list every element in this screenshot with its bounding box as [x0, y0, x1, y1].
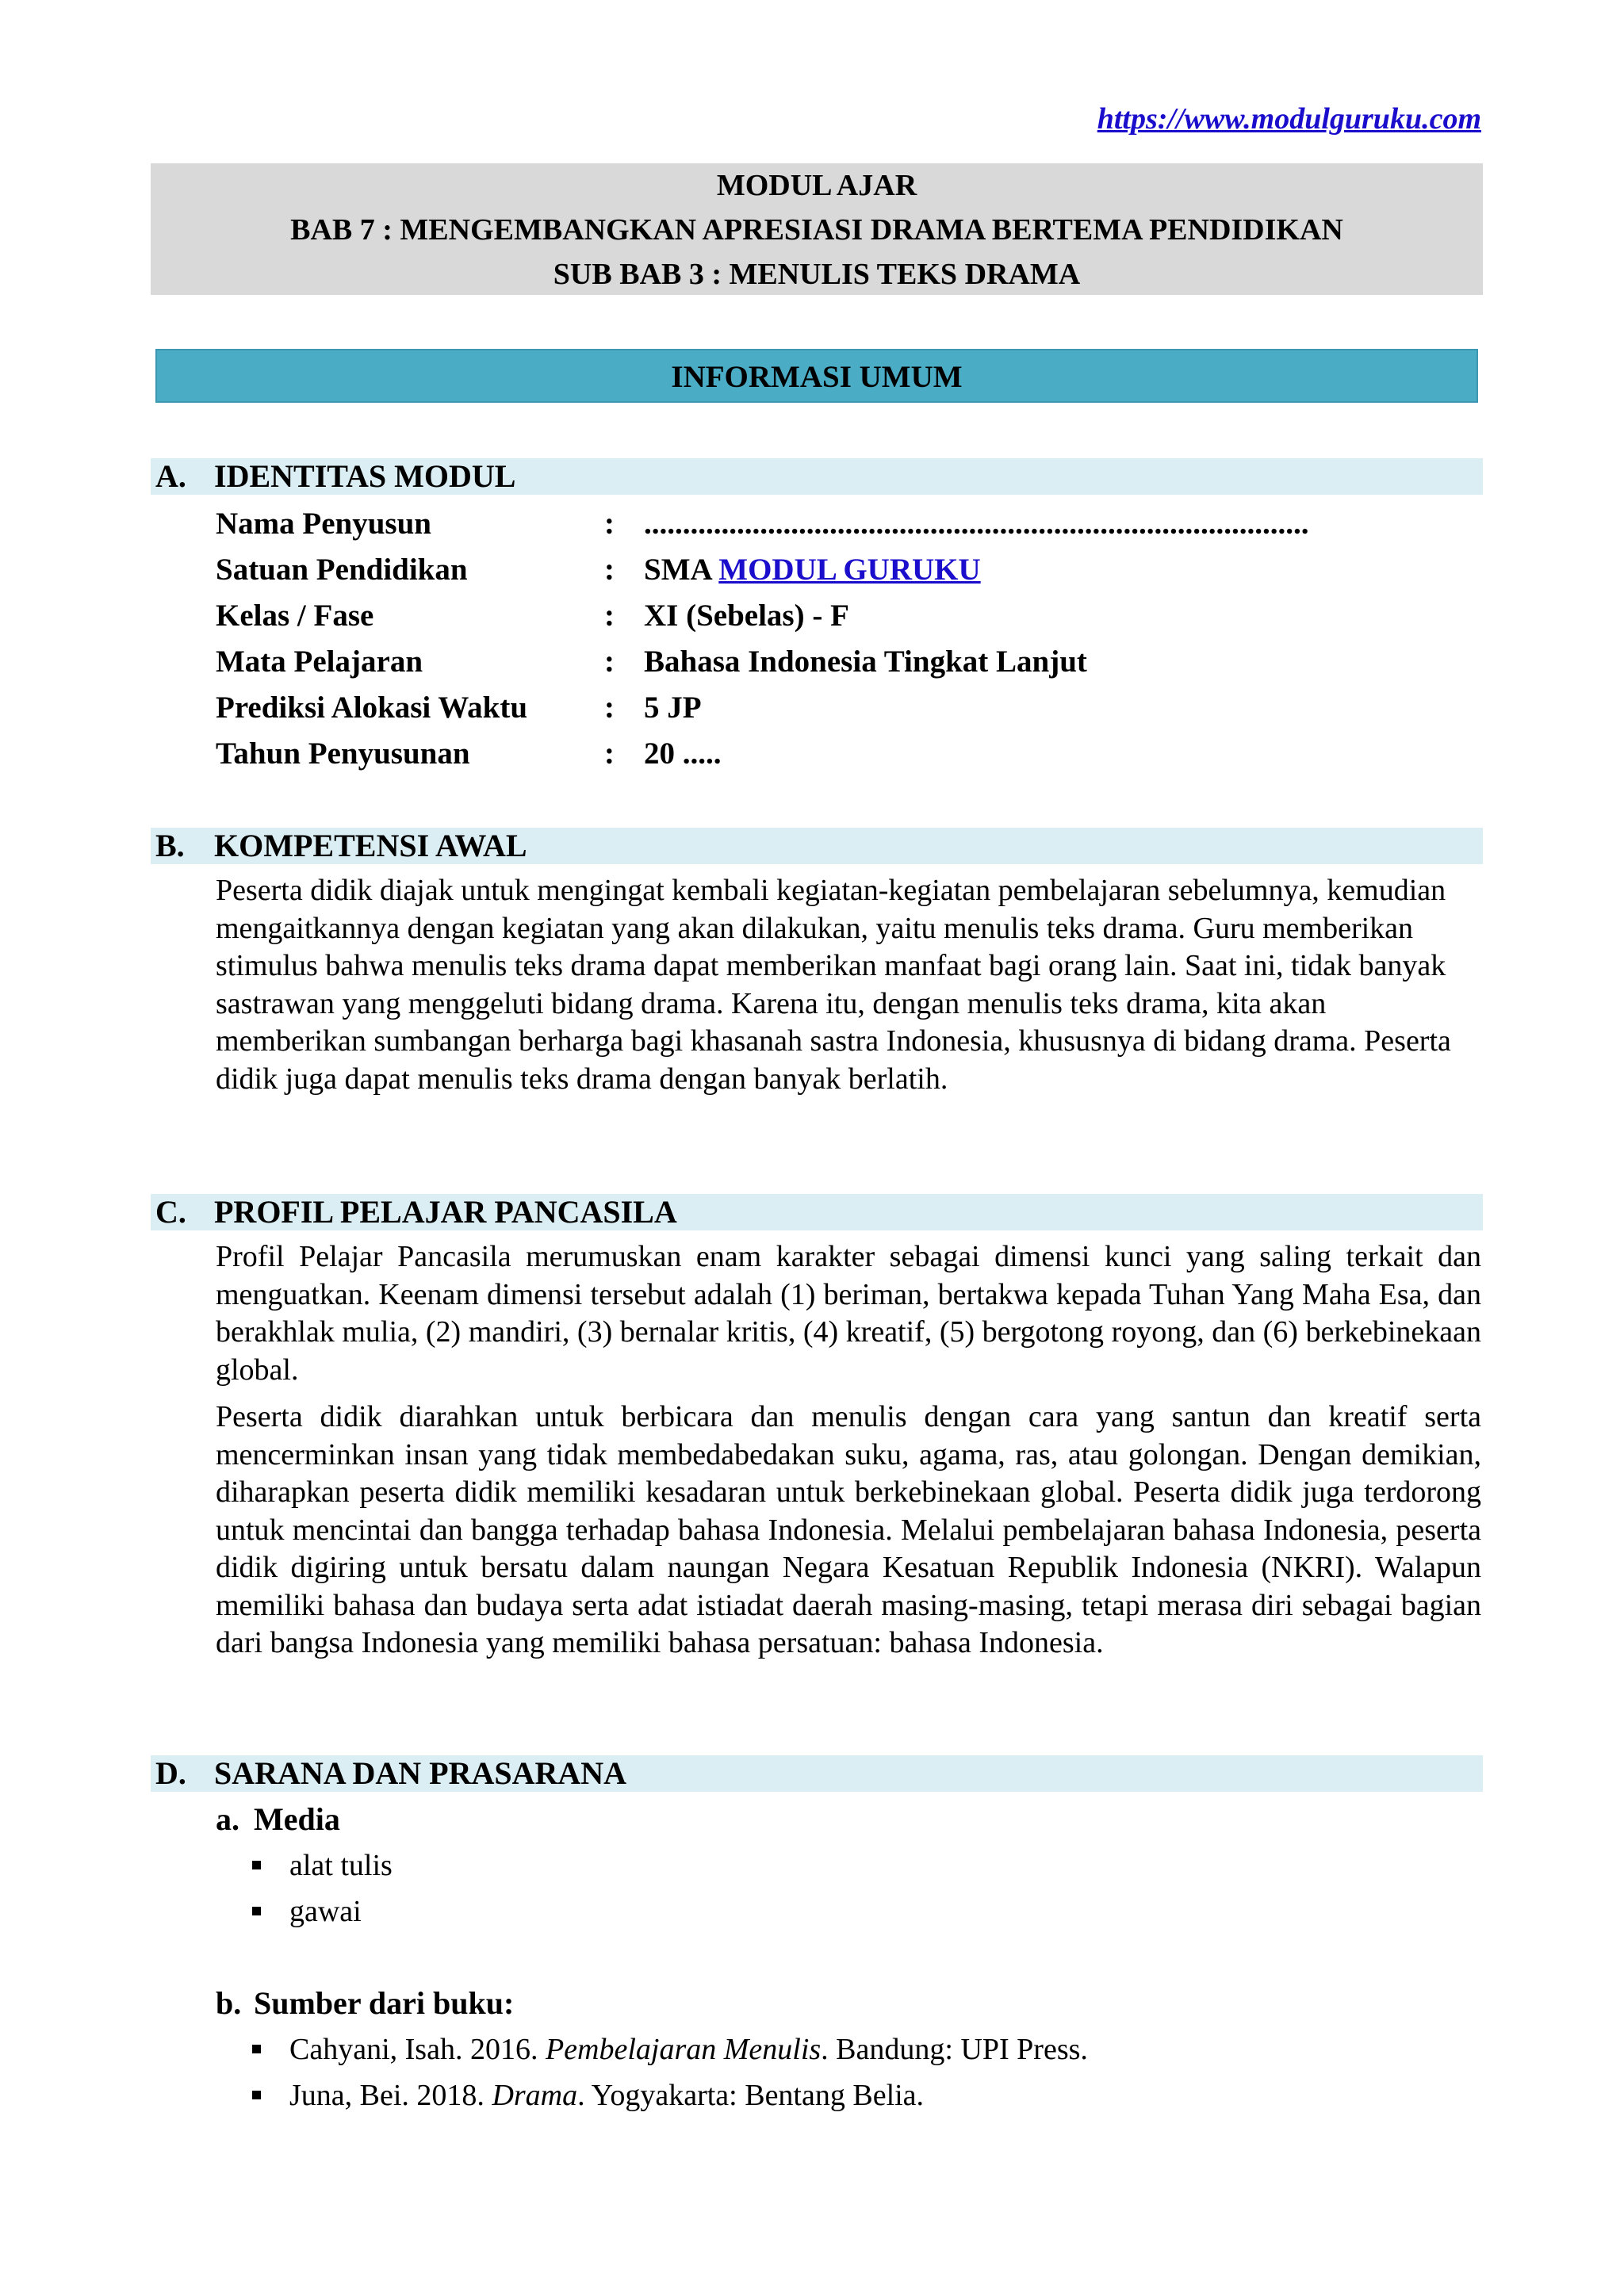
identity-key: Prediksi Alokasi Waktu: [216, 691, 528, 725]
section-c-label: PROFIL PELAJAR PANCASILA: [214, 1194, 677, 1230]
book-author-year: Cahyani, Isah. 2016.: [289, 2033, 546, 2066]
section-d-label: SARANA DAN PRASARANA: [214, 1755, 627, 1791]
identity-key: Mata Pelajaran: [216, 645, 423, 679]
module-title-box: [151, 163, 1483, 295]
title-line-1: MODUL AJAR: [716, 169, 917, 202]
identity-key: Tahun Penyusunan: [216, 737, 470, 771]
book-author-year: Juna, Bei. 2018.: [289, 2079, 492, 2112]
section-c-letter: C.: [155, 1194, 186, 1230]
identity-value: ......................................................................................: [644, 507, 1309, 541]
info-umum-bar: INFORMASI UMUM: [155, 349, 1478, 403]
section-b-letter: B.: [155, 828, 185, 863]
identity-colon: :: [604, 691, 615, 725]
kompetensi-awal-text: Peserta didik diajak untuk mengingat kembali kegiatan-kegiatan pembelajaran sebelumnya, kemudian mengaitkannya dengan kegiatan yang akan dilakukan, yaitu menulis teks drama. Guru memberikan stimulus bahwa menulis teks drama dapat memberikan manfaat bagi orang lain. Saat ini, tidak banyak sastrawan yang menggeluti bidang drama. Karena itu, dengan menulis teks drama, kita akan memberikan sumbangan berharga bagi khasanah sastra Indonesia, khususnya di bidang drama. Peserta didik juga dapat menulis teks drama dengan banyak berlatih.: [216, 874, 1451, 1096]
title-line-3: SUB BAB 3 : MENULIS TEKS DRAMA: [553, 258, 1081, 291]
identity-value: Bahasa Indonesia Tingkat Lanjut: [644, 645, 1087, 679]
website-link[interactable]: https://www.modulguruku.com: [1097, 102, 1481, 136]
identity-colon: :: [604, 507, 615, 541]
section-c-heading: [151, 1194, 1483, 1230]
media-subheading: [216, 1800, 340, 1839]
bullet-square-icon: [252, 1907, 261, 1915]
section-d-letter: D.: [155, 1755, 186, 1791]
books-letter: b.: [216, 1985, 242, 2021]
book-reference: [252, 2076, 924, 2115]
media-item-text: gawai: [289, 1895, 362, 1928]
media-label: Media: [254, 1801, 340, 1837]
section-b-heading: [151, 828, 1483, 864]
bullet-square-icon: [252, 2091, 261, 2099]
identity-value-prefix: SMA: [644, 553, 719, 587]
identity-value: [644, 547, 981, 593]
modul-guruku-link[interactable]: MODUL GURUKU: [718, 553, 981, 587]
identity-colon: :: [604, 737, 615, 771]
identity-colon: :: [604, 645, 615, 679]
books-label: Sumber dari buku:: [254, 1985, 515, 2021]
identity-colon: :: [604, 553, 615, 587]
book-publisher: . Yogyakarta: Bentang Belia.: [577, 2079, 925, 2112]
media-item-text: alat tulis: [289, 1849, 393, 1882]
bullet-square-icon: [252, 1861, 261, 1869]
profil-paragraph-2: Peserta didik diarahkan untuk berbicara dan menulis dengan cara yang santun dan kreatif serta mencerminkan insan yang tidak membedabedakan suku, agama, ras, atau golongan. Dengan demikian, diharapkan peserta didik memiliki kesadaran untuk berkebinekaan global. Peserta didik juga terdorong untuk mencintai dan bangga terhadap bahasa Indonesia. Melalui pembelajaran bahasa Indonesia, peserta didik digiring untuk bersatu dalam naungan Negara Kesatuan Republik Indonesia (NKRI). Walapun memiliki bahasa dan budaya serta adat istiadat daerah masing-masing, tetapi merasa diri sebagai bagian dari bangsa Indonesia yang memiliki bahasa persatuan: bahasa Indonesia.: [216, 1400, 1481, 1659]
identity-key: Kelas / Fase: [216, 599, 374, 633]
media-item: [252, 1846, 393, 1885]
section-a-letter: A.: [155, 458, 186, 494]
book-title: Pembelajaran Menulis: [545, 2033, 822, 2066]
section-a-heading: [151, 458, 1483, 495]
books-subheading: [216, 1984, 514, 2023]
section-d-heading: [151, 1755, 1483, 1792]
profil-paragraph-1: Profil Pelajar Pancasila merumuskan enam karakter sebagai dimensi kunci yang saling terkait dan menguatkan. Keenam dimensi tersebut adalah (1) beriman, bertakwa kepada Tuhan Yang Maha Esa, dan berakhlak mulia, (2) mandiri, (3) bernalar kritis, (4) kreatif, (5) bergotong royong, dan (6) berkebinekaan global.: [216, 1240, 1481, 1387]
identity-key: Satuan Pendidikan: [216, 553, 468, 587]
book-title: Drama: [492, 2079, 578, 2112]
section-b-label: KOMPETENSI AWAL: [214, 828, 527, 863]
identity-value: 5 JP: [644, 691, 702, 725]
identity-colon: :: [604, 599, 615, 633]
identity-value: 20 .....: [644, 737, 722, 771]
media-letter: a.: [216, 1801, 239, 1837]
book-publisher: . Bandung: UPI Press.: [821, 2033, 1088, 2066]
title-line-2: BAB 7 : MENGEMBANGKAN APRESIASI DRAMA BERTEMA PENDIDIKAN: [290, 213, 1343, 247]
book-reference: [252, 2030, 1088, 2069]
bullet-square-icon: [252, 2045, 261, 2053]
section-a-label: IDENTITAS MODUL: [214, 458, 516, 494]
media-item: [252, 1892, 362, 1931]
identity-key: Nama Penyusun: [216, 507, 431, 541]
identity-value: XI (Sebelas) - F: [644, 599, 849, 633]
